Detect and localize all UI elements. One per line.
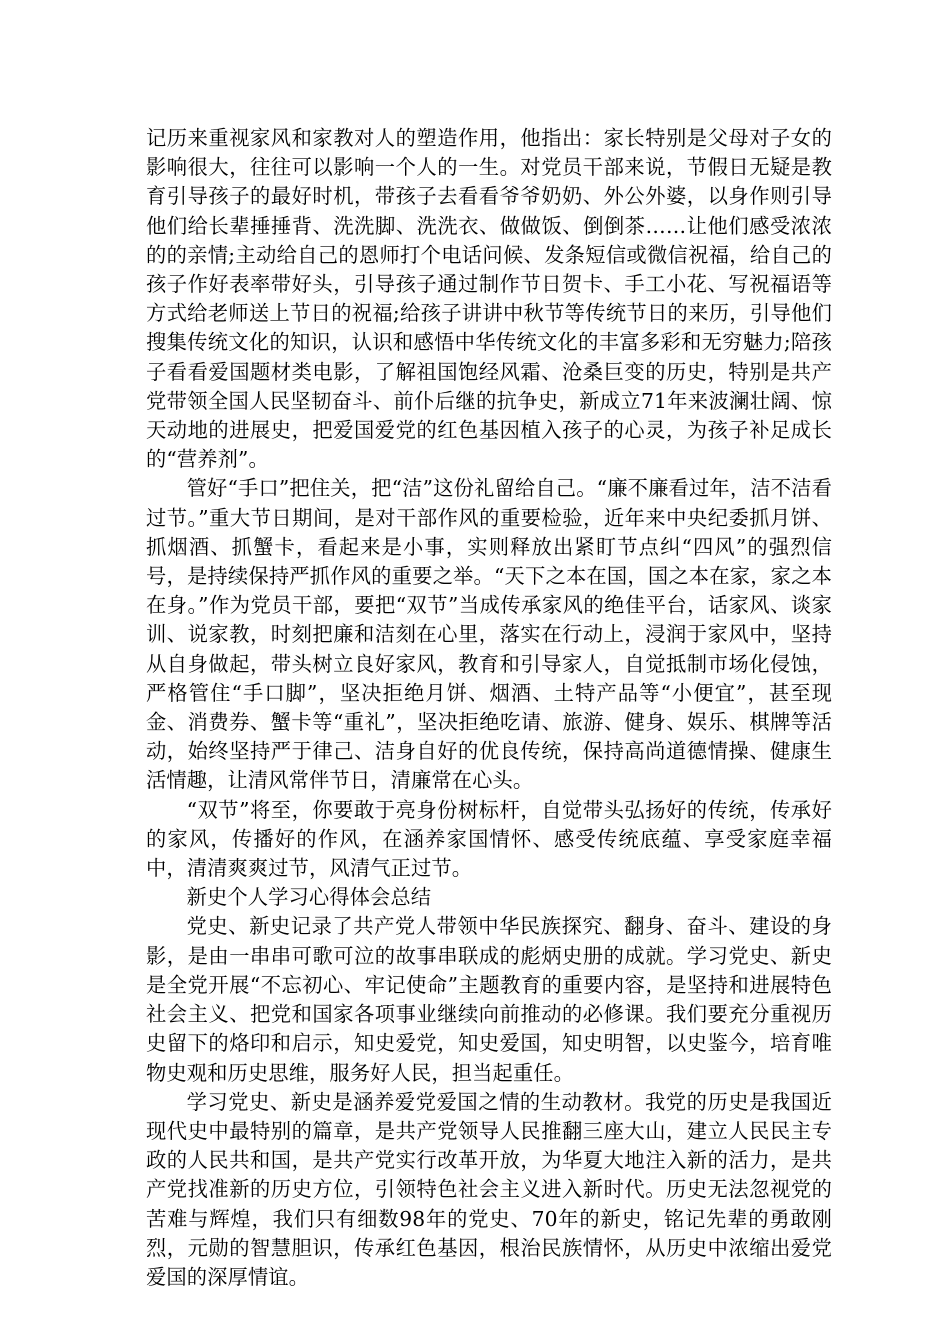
- paragraph-history-study: 党史、新史记录了共产党人带领中华民族探究、翻身、奋斗、建设的身影，是由一串串可歌可泣的故事串联成的彪炳史册的成就。学习党史、新史是全党开展“不忘初心、牢记使命”主题教育的重要内容，是坚持和进展特色社会主义、把党和国家各项事业继续向前推动的必修课。我们要充分重视历史留下的烙印和启示，知史爱党，知史爱国，知史明智，以史鉴今，培育唯物史观和历史思维，服务好人民，担当起重任。: [146, 914, 832, 1085]
- paragraph-double-festival: “双节”将至，你要敢于亮身份树标杆，自觉带头弘扬好的传统，传承好的家风，传播好的作风，在涵养家国情怀、感受传统底蕴、享受家庭幸福中，清清爽爽过节，风清气正过节。: [146, 797, 832, 881]
- paragraph-patriotism: 学习党史、新史是涵养爱党爱国之情的生动教材。我党的历史是我国近现代史中最特别的篇章，是共产党领导人民推翻三座大山，建立人民民主专政的人民共和国，是共产党实行改革开放，为华夏大地注入新的活力，是共产党找准新的历史方位，引领特色社会主义进入新时代。历史无法忽视党的苦难与辉煌，我们只有细数98年的党史、70年的新史，铭记先辈的勇敢刚烈，元勋的智慧胆识，传承红色基因，根治民族情怀，从历史中浓缩出爱党爱国的深厚情谊。: [146, 1089, 832, 1289]
- paragraph-integrity: 管好“手口”把住关，把“洁”这份礼留给自己。“廉不廉看过年，洁不洁看过节。”重大节日期间，是对干部作风的重要检验，近年来中央纪委抓月饼、抓烟酒、抓蟹卡，看起来是小事，实则释放出紧盯节点纠“四风”的强烈信号，是持续保持严抓作风的重要之举。“天下之本在国，国之本在家，家之本在身。”作为党员干部，要把“双节”当成传承家风的绝佳平台，话家风、谈家训、说家教，时刻把廉和洁刻在心里，落实在行动上，浸润于家风中，坚持从自身做起，带头树立良好家风，教育和引导家人，自觉抵制市场化侵蚀，严格管住“手口脚”，坚决拒绝月饼、烟酒、土特产品等“小便宜”，甚至现金、消费券、蟹卡等“重礼”，坚决拒绝吃请、旅游、健身、娱乐、棋牌等活动，始终坚持严于律己、洁身自好的优良传统，保持高尚道德情操、健康生活情趣，让清风常伴节日，清廉常在心头。: [146, 476, 832, 793]
- section-heading: 新史个人学习心得体会总结: [186, 885, 432, 910]
- paragraph-family-education: 记历来重视家风和家教对人的塑造作用，他指出：家长特别是父母对子女的影响很大，往往可以影响一个人的一生。对党员干部来说，节假日无疑是教育引导孩子的最好时机，带孩子去看看爷爷奶奶、外公外婆，以身作则引导他们给长辈捶捶背、洗洗脚、洗洗衣、做做饭、倒倒茶……让他们感受浓浓的的亲情;主动给自己的恩师打个电话问候、发条短信或微信祝福，给自己的孩子作好表率带好头，引导孩子通过制作节日贺卡、手工小花、写祝福语等方式给老师送上节日的祝福;给孩子讲讲中秋节等传统节日的来历，引导他们搜集传统文化的知识，认识和感悟中华传统文化的丰富多彩和无穷魅力;陪孩子看看爱国题材类电影，了解祖国饱经风霜、沧桑巨变的历史，特别是共产党带领全国人民坚韧奋斗、前仆后继的抗争史，新成立71年来波澜壮阔、惊天动地的进展史，把爱国爱党的红色基因植入孩子的心灵，为孩子补足成长的“营养剂”。: [146, 126, 832, 472]
- document-page: [146, 124, 832, 1292]
